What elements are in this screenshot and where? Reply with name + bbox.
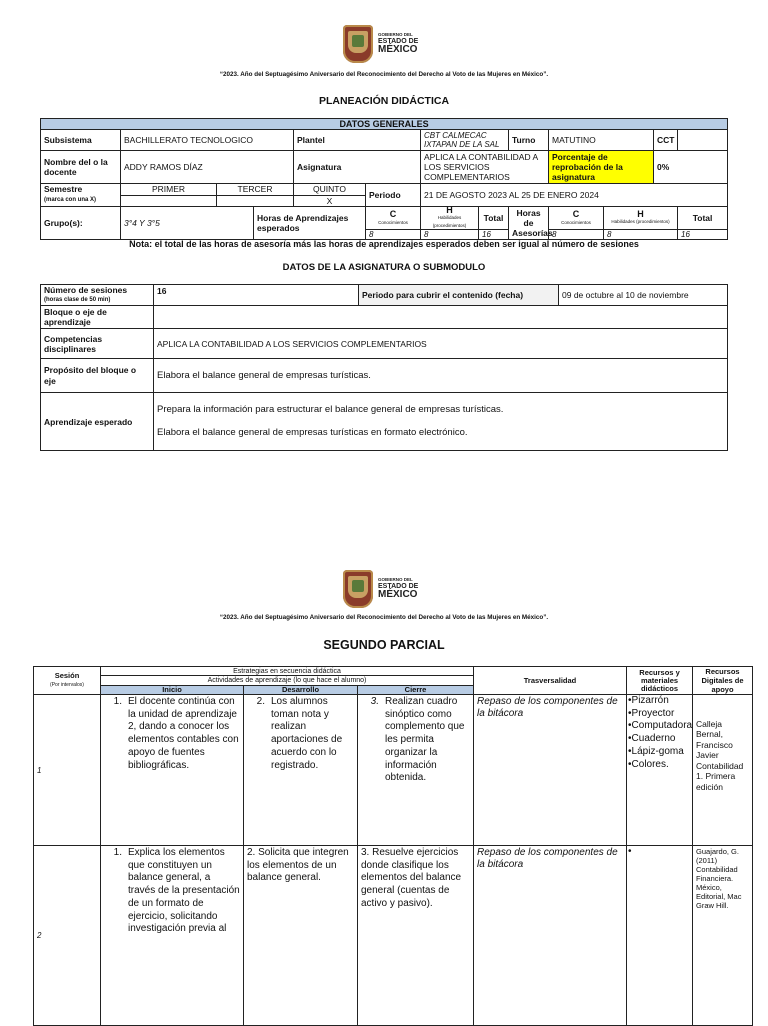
actividades-header: Actividades de aprendizaje (lo que hace el alumno) <box>101 676 474 685</box>
recursos-1 <box>627 695 693 846</box>
page-title: PLANEACIÓN DIDÁCTICA <box>318 95 450 107</box>
aprendizaje-label: Aprendizaje esperado <box>41 393 154 451</box>
bloque-label: Bloque o eje de aprendizaje <box>41 306 154 329</box>
periodo-contenido-value: 09 de octubre al 10 de noviembre <box>559 285 728 306</box>
periodo-label: Periodo <box>366 184 421 207</box>
recurso-item: • Colores. <box>628 759 691 772</box>
trasversalidad-header: Trasversalidad <box>474 667 627 695</box>
logo-line1: GOBIERNO DEL <box>378 577 413 583</box>
semestre-quinto-mark: X <box>294 195 366 207</box>
trasversalidad-1: Repaso de los componentes de la bitácora <box>474 695 627 846</box>
recurso-item <box>628 846 691 859</box>
periodo-value: 21 DE AGOSTO 2023 AL 25 DE ENERO 2024 <box>421 184 728 207</box>
asesorias-label: Horas de Asesorías <box>509 207 549 240</box>
inicio-2: 1. Explica los elementos que constituyen un balance general, a través de la presentación de un formato de ejercicio, solicitando investigación previa al <box>101 846 244 1026</box>
asignatura-table <box>40 284 728 451</box>
parcial-title: SEGUNDO PARCIAL <box>323 638 445 652</box>
c-header: C Conocimientos <box>366 207 421 230</box>
reprobacion-label: Porcentaje de reprobación de la asignatura <box>549 151 654 184</box>
c2-header: C Conocimientos <box>549 207 604 230</box>
c-value: 8 <box>366 230 421 240</box>
h-header: H Habilidades (procedimientos) <box>421 207 479 230</box>
inicio-header: Inicio <box>101 685 244 694</box>
asignatura-label: Asignatura <box>294 151 421 184</box>
coat-of-arms-icon <box>343 25 373 63</box>
secuencia-table <box>33 666 753 1026</box>
total2-value: 16 <box>678 230 728 240</box>
digitales-header: Recursos Digitales de apoyo <box>693 667 753 695</box>
cct-value <box>678 130 728 151</box>
horas-aprendizaje-label: Horas de Aprendizajes esperados <box>254 207 366 240</box>
recurso-item: • Lápiz-goma <box>628 746 691 759</box>
h2-header: H Habilidades (procedimientos) <box>604 207 678 230</box>
aprendizaje-2: Elabora el balance general de empresas turísticas en formato electrónico. <box>157 427 468 438</box>
logo-line1: GOBIERNO DEL <box>378 32 413 38</box>
semestre-tercer: TERCER <box>217 184 294 196</box>
logo-line3: MÉXICO <box>378 588 418 600</box>
docente-value: ADDY RAMOS DÍAZ <box>121 151 294 184</box>
grupos-label: Grupo(s): <box>41 207 121 240</box>
proposito-label: Propósito del bloque o eje <box>41 359 154 393</box>
logo-line2: ESTADO DE <box>378 582 419 590</box>
sesiones-label: Número de sesiones (horas clase de 50 min) <box>41 285 154 306</box>
recurso-item: • Computadora <box>628 720 691 733</box>
datos-generales-header: DATOS GENERALES <box>41 119 728 130</box>
h2-value: 8 <box>604 230 678 240</box>
competencias-value: APLICA LA CONTABILIDAD A LOS SERVICIOS COMPLEMENTARIOS <box>154 329 728 359</box>
aprendizaje-1: Prepara la información para estructurar el balance general de empresas turísticas. <box>157 404 504 415</box>
coat-of-arms-icon <box>343 570 373 608</box>
cierre-header: Cierre <box>358 685 474 694</box>
desarrollo-1: 2. Los alumnos toman nota y realizan aportaciones de acuerdo con lo registrado. <box>244 695 358 846</box>
logo-line3: MÉXICO <box>378 43 418 55</box>
subsistema-label: Subsistema <box>41 130 121 151</box>
plantel-label: Plantel <box>294 130 421 151</box>
total-value: 16 <box>479 230 509 240</box>
cierre-2: 3. Resuelve ejercicios donde clasifique los elementos del balance general (cuentas de activo y pasivo). <box>358 846 474 1026</box>
section-subtitle: DATOS DE LA ASIGNATURA O SUBMODULO <box>282 262 486 273</box>
recursos-2 <box>627 846 693 1026</box>
semestre-primer-mark <box>121 195 217 207</box>
estrategias-header: Estrategias en secuencia didáctica <box>101 667 474 676</box>
motto: “2023. Año del Septuagésimo Aniversario del Reconocimiento del Derecho al Voto de las Mujeres en México”. <box>219 71 549 78</box>
bloque-value <box>154 306 728 329</box>
c2-value: 8 <box>549 230 604 240</box>
digitales-2: Guajardo, G. (2011) Contabilidad Financiera. México, Editorial, Mac Graw Hill. <box>693 846 753 1026</box>
logo-line2: ESTADO DE <box>378 37 419 45</box>
aprendizaje-value <box>154 393 728 451</box>
semestre-primer: PRIMER <box>121 184 217 196</box>
datos-generales-table <box>40 118 728 240</box>
sesion-2: 2 <box>34 846 101 1026</box>
recurso-item: • Pizarrón <box>628 695 691 708</box>
trasversalidad-2: Repaso de los componentes de la bitácora <box>474 846 627 1026</box>
h-value: 8 <box>421 230 479 240</box>
subsistema-value: BACHILLERATO TECNOLOGICO <box>121 130 294 151</box>
semestre-tercer-mark <box>217 195 294 207</box>
docente-label: Nombre del o la docente <box>41 151 121 184</box>
grupos-value: 3°4 Y 3°5 <box>121 207 254 240</box>
total2-header: Total <box>678 207 728 230</box>
plantel-value: CBT CALMECAC IXTAPAN DE LA SAL <box>421 130 509 151</box>
desarrollo-header: Desarrollo <box>244 685 358 694</box>
periodo-contenido-label: Periodo para cubrir el contenido (fecha) <box>359 285 559 306</box>
desarrollo-2: 2. Solicita que integren los elementos de un balance general. <box>244 846 358 1026</box>
inicio-1: 1. El docente continúa con la unidad de aprendizaje 2, dando a conocer los elementos contables con apoyo de fuentes bibliográficas. <box>101 695 244 846</box>
competencias-label: Competencias disciplinares <box>41 329 154 359</box>
turno-value: MATUTINO <box>549 130 654 151</box>
total-header: Total <box>479 207 509 230</box>
government-logo <box>343 23 427 65</box>
sesion-header: Sesión (Por intervalos) <box>34 667 101 695</box>
recursos-header: Recursos y materiales didácticos <box>627 667 693 695</box>
turno-label: Turno <box>509 130 549 151</box>
semestre-label: Semestre (marca con una X) <box>41 184 121 207</box>
proposito-value: Elabora el balance general de empresas turísticas. <box>154 359 728 393</box>
recurso-item: • Proyector <box>628 708 691 721</box>
table-row <box>34 846 753 1026</box>
digitales-1: Calleja Bernal, Francisco Javier Contabilidad 1. Primera edición <box>693 695 753 846</box>
semestre-quinto: QUINTO <box>294 184 366 196</box>
asignatura-value: APLICA LA CONTABILIDAD A LOS SERVICIOS COMPLEMENTARIOS <box>421 151 549 184</box>
sesiones-value: 16 <box>154 285 359 306</box>
sesion-1: 1 <box>34 695 101 846</box>
cct-label: CCT <box>654 130 678 151</box>
note: Nota: el total de las horas de asesoría más las horas de aprendizajes esperados deben ser igual al número de sesiones <box>129 239 639 249</box>
government-logo-2 <box>343 568 427 610</box>
reprobacion-value: 0% <box>654 151 728 184</box>
table-row <box>34 695 753 846</box>
motto-2: “2023. Año del Septuagésimo Aniversario del Reconocimiento del Derecho al Voto de las Mujeres en México”. <box>219 614 549 621</box>
cierre-1: 3. Realizan cuadro sinóptico como complemento que les permita organizar la información obtenida. <box>358 695 474 846</box>
recurso-item: • Cuaderno <box>628 733 691 746</box>
